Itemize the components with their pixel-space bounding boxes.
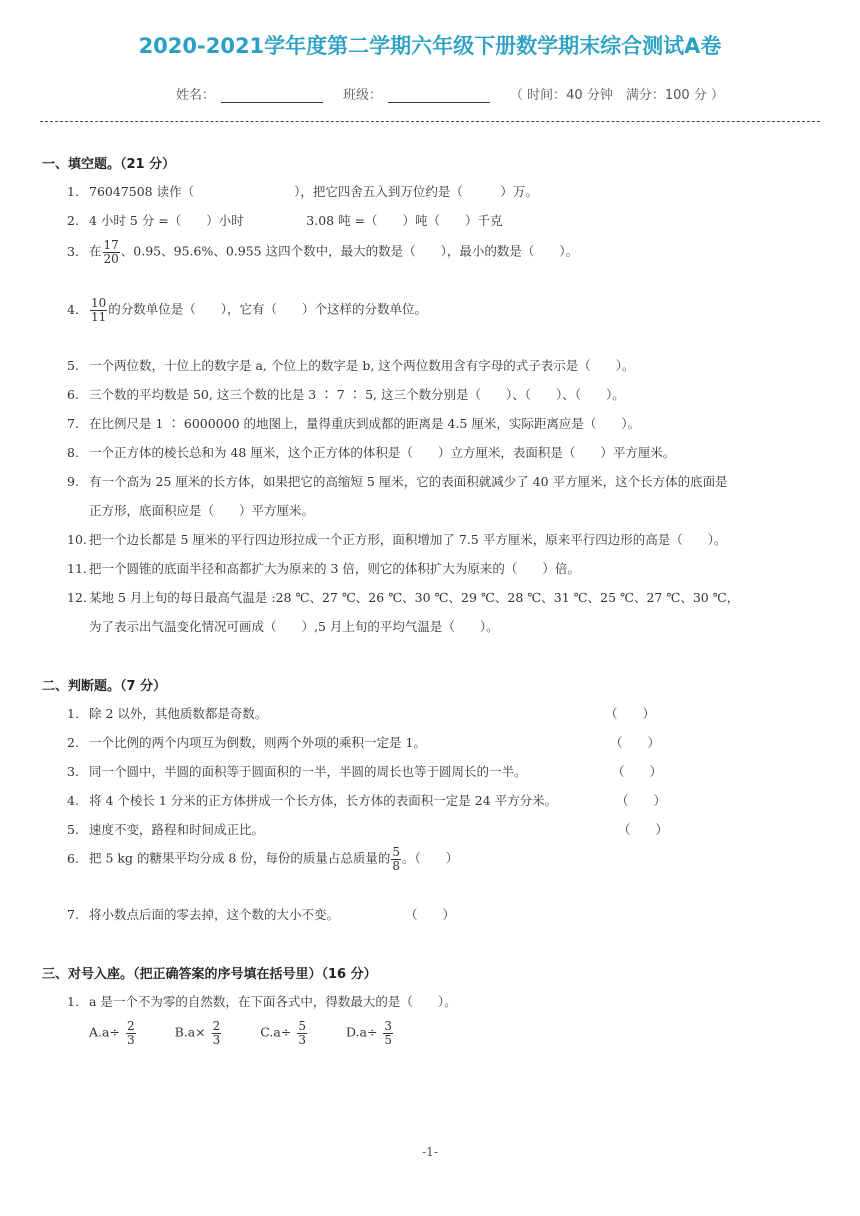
question-text-post: 、0.95、95.6%、0.955 这四个数中，最大的数是（ ），最小的数是（ ）。	[120, 243, 579, 259]
question-text-pre: 把 5 kg 的糖果平均分成 8 份，每份的质量占总质量的	[89, 850, 391, 866]
question-number: 7.	[67, 416, 79, 431]
question-text: 把一个圆锥的底面半径和高都扩大为原来的 3 倍，则它的体积扩大为原来的（ ）倍。	[89, 561, 580, 576]
s1-q2	[67, 211, 503, 229]
question-number: 6.	[67, 850, 79, 866]
question-text-pre: 在	[89, 243, 102, 259]
numerator: 5	[392, 845, 400, 859]
numerator: 10	[91, 296, 107, 310]
page-number: -1-	[422, 1145, 438, 1159]
fraction	[212, 1020, 222, 1046]
question-number: 12.	[67, 590, 87, 605]
question-number: 7.	[67, 907, 79, 922]
question-number: 3.	[67, 764, 79, 779]
dashed-divider	[40, 121, 820, 122]
question-number: 1.	[67, 706, 79, 721]
numerator: 3	[384, 1019, 393, 1033]
s2-q6	[67, 846, 458, 872]
fraction	[90, 297, 107, 323]
question-text: 将 4 个棱长 1 分米的正方体拼成一个长方体，长方体的表面积一定是 24 平方分米。	[89, 793, 558, 808]
s2-q3	[67, 762, 527, 780]
s1-q12	[67, 588, 739, 606]
s1-q6	[67, 385, 625, 403]
s1-q4	[67, 297, 427, 323]
question-text: a 是一个不为零的自然数，在下面各式中，得数最大的是（ ）。	[89, 994, 457, 1009]
question-number: 5.	[67, 822, 79, 837]
question-number: 2.	[67, 735, 79, 750]
question-text: 一个两位数，十位上的数字是 a, 个位上的数字是 b, 这个两位数用含有字母的式子表示是（ ）。	[89, 358, 635, 373]
question-number: 9.	[67, 474, 79, 489]
question-number: 6.	[67, 387, 79, 402]
s3-q1-options	[89, 1020, 428, 1046]
student-info-row	[176, 84, 724, 103]
question-number: 4.	[67, 793, 79, 808]
fraction	[103, 239, 120, 265]
s2-q4	[67, 791, 557, 809]
question-number: 10.	[67, 532, 87, 547]
s2-q7	[67, 905, 339, 923]
option-a[interactable]	[89, 1020, 137, 1046]
section-3-heading: 三、对号入座。（把正确答案的序号填在括号里）（16 分）	[42, 967, 377, 982]
question-text: 同一个圆中，半圆的面积等于圆面积的一半，半圆的周长也等于圆周长的一半。	[89, 764, 527, 779]
fraction	[126, 1020, 136, 1046]
option-d[interactable]	[346, 1020, 394, 1046]
question-text: 某地 5 月上旬的每日最高气温是 :28 ℃、27 ℃、26 ℃、30 ℃、29 ℃、28 ℃、31 ℃、25 ℃、27 ℃、30 ℃，	[89, 590, 740, 605]
question-number: 3.	[67, 243, 79, 259]
answer-paren[interactable]: （ ）	[612, 764, 663, 779]
question-number: 4.	[67, 301, 79, 317]
option-label: D.a÷	[345, 1024, 378, 1040]
denominator: 20	[103, 251, 119, 266]
denominator: 3	[298, 1032, 306, 1047]
question-text: 除 2 以外，其他质数都是奇数。	[89, 706, 268, 721]
s1-q9-cont: 正方形，底面积应是（ ）平方厘米。	[89, 503, 315, 518]
s2-q2	[67, 733, 426, 751]
option-label: C.a÷	[260, 1024, 292, 1040]
answer-paren[interactable]: （ ）	[616, 793, 667, 808]
fraction	[391, 846, 401, 872]
s1-q8	[67, 443, 675, 461]
answer-paren[interactable]: （ ）	[610, 735, 661, 750]
question-text-post: 。（ ）	[402, 850, 459, 866]
numerator: 17	[103, 238, 119, 252]
option-label: B.a×	[174, 1024, 206, 1040]
denominator: 5	[384, 1032, 393, 1047]
question-number: 11.	[67, 561, 87, 576]
question-text: 76047508 读作（ ），把它四舍五入到万位约是（ ）万。	[89, 184, 538, 199]
option-c[interactable]	[260, 1020, 308, 1046]
denominator: 3	[126, 1032, 135, 1047]
answer-paren[interactable]: （ ）	[405, 907, 456, 922]
class-blank[interactable]	[388, 88, 490, 103]
s1-q3	[67, 239, 578, 265]
s2-q1	[67, 704, 267, 722]
class-label: 班级：	[343, 88, 383, 103]
fraction	[297, 1020, 307, 1046]
s1-q10	[67, 530, 726, 548]
denominator: 3	[212, 1032, 221, 1047]
s1-q11	[67, 559, 580, 577]
name-blank[interactable]	[221, 88, 323, 103]
question-text: 一个比例的两个内项互为倒数，则两个外项的乘积一定是 1。	[89, 735, 426, 750]
time-score: （ 时间：40 分钟 满分：100 分 ）	[510, 88, 724, 103]
question-text: 4 小时 5 分 =（ ）小时 3.08 吨 =（ ）吨（ ）千克	[89, 213, 503, 228]
denominator: 8	[392, 858, 400, 873]
question-text: 一个正方体的棱长总和为 48 厘米，这个正方体的体积是（ ）立方厘米，表面积是（ ）平方厘米。	[89, 445, 676, 460]
answer-paren[interactable]: （ ）	[618, 822, 669, 837]
question-number: 1.	[67, 184, 79, 199]
numerator: 2	[212, 1019, 221, 1033]
page-title: 2020-2021学年度第二学期六年级下册数学期末综合测试A卷	[138, 34, 722, 58]
question-text: 三个数的平均数是 50, 这三个数的比是 3 ∶ 7 ∶ 5, 这三个数分别是（ ）、（ ）、（ ）。	[89, 387, 625, 402]
numerator: 5	[298, 1019, 306, 1033]
denominator: 11	[91, 309, 107, 324]
question-number: 5.	[67, 358, 79, 373]
question-number: 2.	[67, 213, 79, 228]
question-number: 8.	[67, 445, 79, 460]
option-b[interactable]	[175, 1020, 223, 1046]
fraction	[383, 1020, 393, 1046]
section-1-heading: 一、填空题。（21 分）	[42, 157, 176, 172]
option-label: A.a÷	[89, 1024, 120, 1040]
s1-q7	[67, 414, 640, 432]
s2-q5	[67, 820, 264, 838]
s1-q5	[67, 356, 635, 374]
s3-q1	[67, 992, 457, 1010]
question-text: 有一个高为 25 厘米的长方体，如果把它的高缩短 5 厘米，它的表面积就减少了 40 平方厘米，这个长方体的底面是	[89, 474, 728, 489]
name-label: 姓名：	[176, 88, 216, 103]
question-number: 1.	[67, 994, 79, 1009]
s1-q12-cont: 为了表示出气温变化情况可画成（ ）,5 月上旬的平均气温是（ ）。	[89, 619, 499, 634]
answer-paren[interactable]: （ ）	[605, 706, 656, 721]
s1-q1	[67, 182, 538, 200]
question-text-post: 的分数单位是（ ），它有（ ）个这样的分数单位。	[108, 301, 428, 317]
question-text: 将小数点后面的零去掉，这个数的大小不变。	[89, 907, 340, 922]
s1-q9	[67, 472, 728, 490]
numerator: 2	[126, 1019, 135, 1033]
section-2-heading: 二、判断题。（7 分）	[42, 679, 167, 694]
question-text: 把一个边长都是 5 厘米的平行四边形拉成一个正方形，面积增加了 7.5 平方厘米，原来平行四边形的高是（ ）。	[89, 532, 727, 547]
question-text: 在比例尺是 1 ∶ 6000000 的地图上，量得重庆到成都的距离是 4.5 厘米，实际距离应是（ ）。	[89, 416, 641, 431]
question-text: 速度不变，路程和时间成正比。	[89, 822, 265, 837]
